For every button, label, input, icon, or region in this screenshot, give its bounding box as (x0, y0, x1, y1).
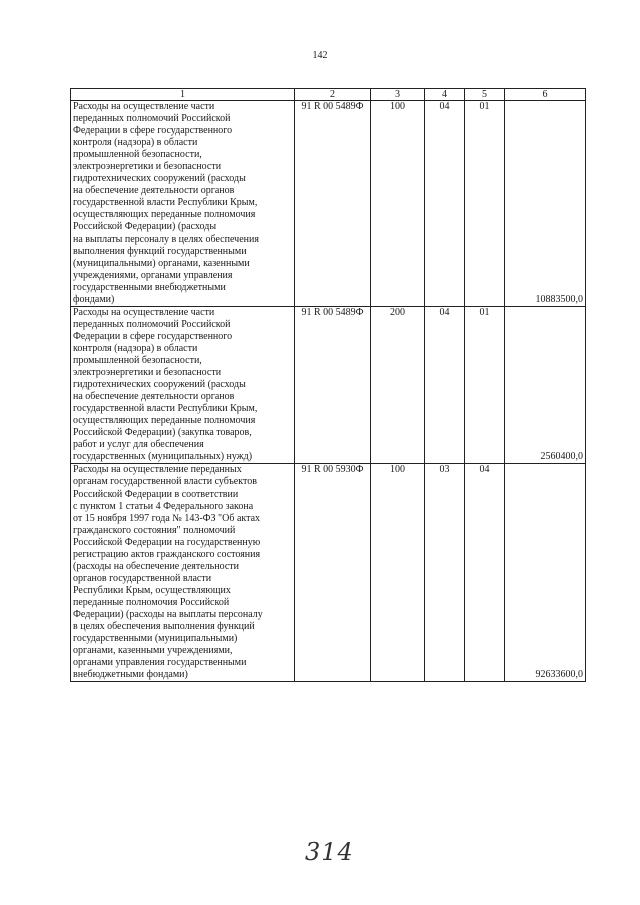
table-header-row (71, 89, 586, 101)
header-cell: 1 (71, 89, 295, 101)
table-row (71, 306, 586, 464)
amount-cell: 10883500,0 (505, 101, 586, 307)
description-line: осуществляющих переданные полномочия (73, 415, 256, 427)
description-line: органами, казенными учреждениями, (73, 645, 233, 657)
page-number: 142 (312, 50, 328, 61)
description-line: Республики Крым, осуществляющих (73, 584, 231, 596)
amount-cell: 92633600,0 (505, 464, 586, 682)
description-line: гидротехнических сооружений (расходы (73, 379, 246, 391)
description-line: Расходы на осуществление части (73, 306, 215, 318)
description-line: государственными (муниципальными) (73, 633, 238, 645)
expense-type-cell: 200 (371, 306, 425, 464)
description-line: переданные полномочия Российской (73, 596, 230, 608)
description-line: на выплаты персоналу в целях обеспечения (73, 233, 259, 245)
description-line: Российской Федерации) (закупка товаров, (73, 427, 252, 439)
table-row (71, 101, 586, 307)
description-line: переданных полномочий Российской (73, 113, 231, 125)
description-line: промышленной безопасности, (73, 149, 202, 161)
description-line: на обеспечение деятельности органов (73, 391, 235, 403)
description-line: Российской Федерации) (расходы (73, 221, 217, 233)
header-cell: 5 (465, 89, 505, 101)
amount-cell: 2560400,0 (505, 306, 586, 464)
description-line: учреждениями, органами управления (73, 269, 233, 281)
description-line: Расходы на осуществление части (73, 101, 215, 112)
description-line: электроэнергетики и безопасности (73, 161, 222, 173)
code-cell: 91 R 00 5930Ф (295, 464, 371, 682)
description-line: государственных (муниципальных) нужд) (73, 451, 253, 463)
header-cell: 2 (295, 89, 371, 101)
code-cell: 91 R 00 5489Ф (295, 101, 371, 307)
description-line: гражданского состояния" полномочий (73, 524, 236, 536)
description-line: выполнения функций государственными (73, 245, 247, 257)
description-line: электроэнергетики и безопасности (73, 367, 222, 379)
section-cell: 03 (425, 464, 465, 682)
subsection-cell: 01 (465, 101, 505, 307)
section-cell: 04 (425, 101, 465, 307)
handwritten-page-number: 314 (305, 838, 354, 866)
subsection-cell: 01 (465, 306, 505, 464)
description-line: (расходы на обеспечение деятельности (73, 560, 239, 572)
description-line: Федерации) (расходы на выплаты персоналу (73, 608, 263, 620)
description-line: государственной власти Республики Крым, (73, 403, 258, 415)
description-line: органами управления государственными (73, 657, 247, 669)
description-line: органов государственной власти (73, 572, 212, 584)
description-line: Федерации в сфере государственного (73, 330, 233, 342)
expense-type-cell: 100 (371, 464, 425, 682)
header-cell: 4 (425, 89, 465, 101)
description-line: органам государственной власти субъектов (73, 476, 257, 488)
header-cell: 6 (505, 89, 586, 101)
description-line: с пунктом 1 статьи 4 Федерального закона (73, 500, 254, 512)
subsection-cell: 04 (465, 464, 505, 682)
description-line: Расходы на осуществление переданных (73, 464, 242, 476)
section-cell: 04 (425, 306, 465, 464)
description-cell (71, 101, 295, 307)
header-cell: 3 (371, 89, 425, 101)
description-cell (71, 306, 295, 464)
description-line: промышленной безопасности, (73, 354, 202, 366)
description-line: в целях обеспечения выполнения функций (73, 621, 255, 633)
description-line: государственными внебюджетными (73, 281, 226, 293)
budget-table (70, 88, 586, 682)
description-line: контроля (надзора) в области (73, 342, 198, 354)
code-cell: 91 R 00 5489Ф (295, 306, 371, 464)
description-line: регистрацию актов гражданского состояния (73, 548, 261, 560)
description-line: на обеспечение деятельности органов (73, 185, 235, 197)
description-line: (муниципальными) органами, казенными (73, 257, 250, 269)
description-line: Российской Федерации в соответствии (73, 488, 239, 500)
description-line: государственной власти Республики Крым, (73, 197, 258, 209)
expense-type-cell: 100 (371, 101, 425, 307)
description-line: внебюджетными фондами) (73, 669, 188, 681)
description-line: гидротехнических сооружений (расходы (73, 173, 246, 185)
description-line: осуществляющих переданные полномочия (73, 209, 256, 221)
description-line: работ и услуг для обеспечения (73, 439, 204, 451)
description-line: контроля (надзора) в области (73, 137, 198, 149)
description-line: Российской Федерации на государственную (73, 536, 261, 548)
description-line: переданных полномочий Российской (73, 318, 231, 330)
description-cell (71, 464, 295, 682)
description-line: Федерации в сфере государственного (73, 125, 233, 137)
description-line: от 15 ноября 1997 года № 143-ФЗ "Об актах (73, 512, 261, 524)
table-row (71, 464, 586, 682)
description-line: фондами) (73, 293, 115, 305)
